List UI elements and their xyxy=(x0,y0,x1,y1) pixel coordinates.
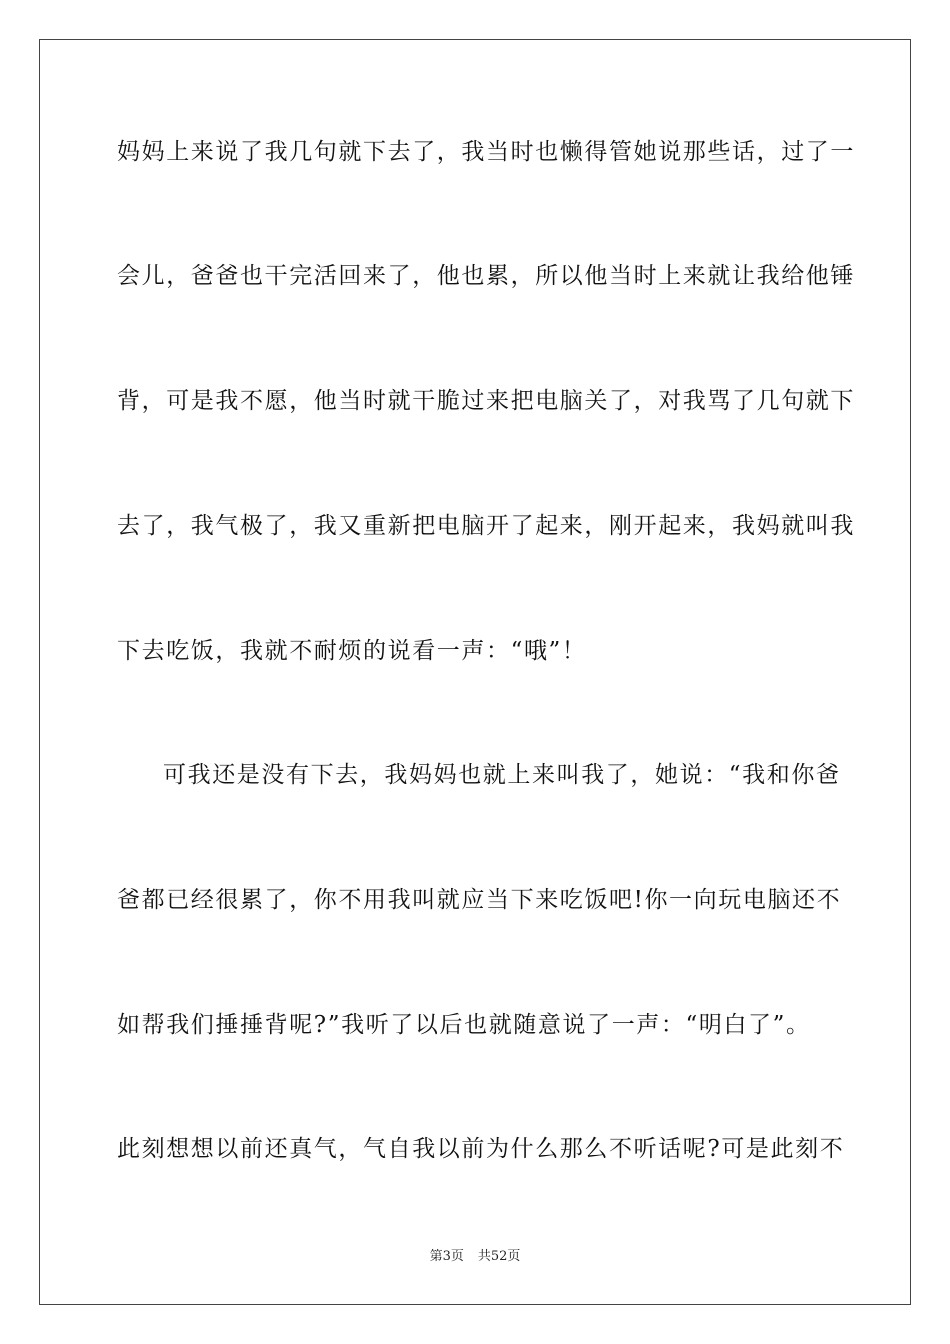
page-total: 共52页 xyxy=(477,1249,521,1264)
body-line-3: 背，可是我不愿，他当时就干脆过来把电脑关了，对我骂了几句就下 xyxy=(117,388,855,414)
page-footer xyxy=(0,1248,950,1266)
body-line-7: 爸都已经很累了，你不用我叫就应当下来吃饭吧!你一向玩电脑还不 xyxy=(117,887,842,913)
body-line-9: 此刻想想以前还真气，气自我以前为什么那么不听话呢?可是此刻不 xyxy=(117,1136,845,1162)
body-line-4: 去了，我气极了，我又重新把电脑开了起来，刚开起来，我妈就叫我 xyxy=(117,513,855,539)
body-line-2: 会儿，爸爸也干完活回来了，他也累，所以他当时上来就让我给他锤 xyxy=(117,263,855,289)
body-line-6-paragraph-start: 可我还是没有下去，我妈妈也就上来叫我了，她说：“我和你爸 xyxy=(163,762,841,788)
body-line-5: 下去吃饭，我就不耐烦的说看一声：“哦”！ xyxy=(117,638,587,664)
body-line-8: 如帮我们捶捶背呢?”我听了以后也就随意说了一声：“明白了”。 xyxy=(117,1012,811,1038)
page-number: 第3页 xyxy=(429,1249,464,1264)
page-border xyxy=(39,39,911,1305)
body-line-1: 妈妈上来说了我几句就下去了，我当时也懒得管她说那些话，过了一 xyxy=(117,139,855,165)
